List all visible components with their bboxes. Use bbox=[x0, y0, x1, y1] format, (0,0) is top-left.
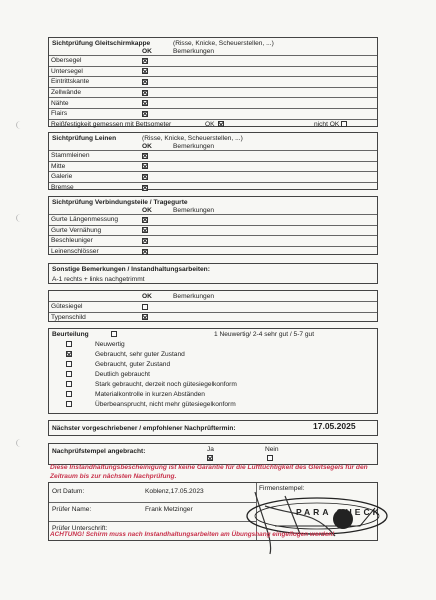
ok-checkbox[interactable] bbox=[142, 217, 148, 223]
rating-box[interactable] bbox=[111, 331, 117, 337]
remarks-header: Bemerkungen bbox=[173, 143, 215, 150]
ok-header: OK bbox=[142, 207, 152, 214]
row-label: Flairs bbox=[51, 110, 68, 118]
assessment-option bbox=[49, 390, 377, 400]
no-label: Nein bbox=[265, 446, 279, 453]
list-item bbox=[49, 97, 377, 108]
assessment-checkbox[interactable] bbox=[66, 391, 72, 397]
tear-nok-label: nicht OK bbox=[314, 120, 340, 128]
row-label: Zellwände bbox=[51, 89, 82, 97]
assessment-label: Gebraucht, guter Zustand bbox=[95, 361, 171, 368]
assessment-option bbox=[49, 340, 377, 350]
section-title: Sichtprüfung Gleitschirmkappe bbox=[52, 40, 151, 47]
punch-hole bbox=[16, 121, 25, 129]
ok-checkbox[interactable] bbox=[142, 163, 148, 169]
ok-checkbox[interactable] bbox=[142, 238, 148, 244]
ok-checkbox[interactable] bbox=[142, 79, 148, 85]
ok-checkbox[interactable] bbox=[142, 314, 148, 320]
section-note: (Risse, Knicke, Scheuerstellen, ...) bbox=[142, 135, 243, 142]
row-label: Gütesiegel bbox=[51, 303, 83, 311]
ok-header: OK bbox=[142, 143, 152, 150]
section-siegel bbox=[48, 290, 378, 322]
list-item bbox=[49, 150, 377, 161]
row-label: Mitte bbox=[51, 162, 66, 170]
section-sonstige bbox=[48, 263, 378, 284]
assessment-option bbox=[49, 370, 377, 380]
stamp-applied-label: Nachprüfstempel angebracht: bbox=[52, 448, 146, 455]
ok-checkbox[interactable] bbox=[142, 153, 148, 159]
list-item bbox=[49, 171, 377, 182]
assessment-checkbox[interactable] bbox=[66, 401, 72, 407]
company-stamp bbox=[225, 486, 410, 556]
row-label: Galerie bbox=[51, 173, 73, 181]
section-beurteilung bbox=[48, 328, 378, 414]
ok-checkbox[interactable] bbox=[142, 90, 148, 96]
row-label: Beschleuniger bbox=[51, 237, 93, 245]
row-label: Leinenschlösser bbox=[51, 248, 99, 256]
section-title: Sichtprüfung Verbindungsteile / Tragegurte bbox=[52, 199, 188, 206]
list-item bbox=[49, 76, 377, 87]
ok-checkbox[interactable] bbox=[142, 227, 148, 233]
signature-label: Prüfer Unterschrift: bbox=[52, 525, 108, 532]
row-label: Bremse bbox=[51, 184, 74, 192]
section-title: Sichtprüfung Leinen bbox=[52, 135, 117, 142]
ok-checkbox[interactable] bbox=[142, 100, 148, 106]
ok-checkbox[interactable] bbox=[142, 174, 148, 180]
list-item bbox=[49, 108, 377, 119]
remarks-text: A-1 rechts + links nachgetrimmt bbox=[52, 276, 145, 283]
list-item bbox=[49, 235, 377, 246]
list-item bbox=[49, 87, 377, 98]
tear-label: Reißfestigkeit gemessen mit Bettsometer bbox=[51, 120, 172, 128]
row-label: Untersegel bbox=[51, 67, 83, 75]
ok-header: OK bbox=[142, 293, 152, 300]
next-date-label: Nächster vorgeschriebener / empfohlener Nachprüftermin: bbox=[52, 425, 236, 432]
pruefer-value: Frank Metzinger bbox=[145, 506, 193, 513]
pruefer-label: Prüfer Name: bbox=[52, 506, 92, 513]
list-item bbox=[49, 161, 377, 172]
list-item bbox=[49, 182, 377, 193]
assessment-checkbox[interactable] bbox=[66, 341, 72, 347]
assessment-label: Materialkontrolle in kurzen Abständen bbox=[95, 391, 205, 398]
row-label: Gurte Vernähung bbox=[51, 226, 102, 234]
ok-checkbox[interactable] bbox=[142, 111, 148, 117]
row-label: Eintrittskante bbox=[51, 78, 90, 86]
tear-ok-checkbox[interactable] bbox=[218, 121, 224, 127]
assessment-label: Stark gebraucht, derzeit noch gütesiegelkonform bbox=[95, 381, 237, 388]
assessment-option bbox=[49, 400, 377, 410]
row-label: Typenschild bbox=[51, 313, 86, 321]
ok-checkbox[interactable] bbox=[142, 68, 148, 74]
section-title: Beurteilung bbox=[52, 331, 89, 338]
warning-text: ACHTUNG! Schirm muss nach Instandhaltungsarbeiten am Übungshang eingeflogen werden! bbox=[50, 531, 335, 538]
assessment-checkbox[interactable] bbox=[66, 361, 72, 367]
ok-checkbox[interactable] bbox=[142, 304, 148, 310]
assessment-checkbox[interactable] bbox=[66, 351, 72, 357]
section-stamp bbox=[48, 443, 378, 465]
ok-checkbox[interactable] bbox=[142, 58, 148, 64]
tear-nok-checkbox[interactable] bbox=[341, 121, 347, 127]
row-label: Nähte bbox=[51, 99, 69, 107]
assessment-label: Überbeansprucht, nicht mehr gütesiegelkonform bbox=[95, 401, 236, 408]
rating-scale-text: 1 Neuwertig/ 2-4 sehr gut / 5-7 gut bbox=[214, 331, 315, 338]
assessment-label: Gebraucht, sehr guter Zustand bbox=[95, 351, 185, 358]
section-title: Sonstige Bemerkungen / Instandhaltungsarbeiten: bbox=[52, 266, 210, 273]
punch-hole bbox=[16, 439, 25, 447]
stamp-yes-checkbox[interactable] bbox=[207, 455, 213, 461]
section-leinen bbox=[48, 132, 378, 190]
next-date-value: 17.05.2025 bbox=[313, 421, 356, 431]
list-item bbox=[49, 301, 377, 312]
list-item bbox=[49, 312, 377, 323]
row-label: Stammleinen bbox=[51, 152, 90, 160]
ort-value: Koblenz,17.05.2023 bbox=[145, 488, 204, 495]
remarks-header: Bemerkungen bbox=[173, 48, 215, 55]
ok-header: OK bbox=[142, 48, 152, 55]
ok-checkbox[interactable] bbox=[142, 249, 148, 255]
company-stamp-label: Firmenstempel: bbox=[259, 485, 305, 492]
remarks-header: Bemerkungen bbox=[173, 207, 215, 214]
assessment-option bbox=[49, 360, 377, 370]
assessment-label: Deutlich gebraucht bbox=[95, 371, 150, 378]
assessment-option bbox=[49, 350, 377, 360]
section-gleitschirmkappe bbox=[48, 37, 378, 127]
assessment-option bbox=[49, 380, 377, 390]
yes-label: Ja bbox=[207, 446, 214, 453]
section-note: (Risse, Knicke, Scheuerstellen, ...) bbox=[173, 40, 274, 47]
section-next-date bbox=[48, 420, 378, 436]
stamp-no-checkbox[interactable] bbox=[267, 455, 273, 461]
row-label: Obersegel bbox=[51, 57, 82, 65]
tear-strength-row bbox=[49, 119, 377, 130]
tear-ok-label: OK bbox=[205, 120, 215, 128]
row-label: Gurte Längenmessung bbox=[51, 216, 119, 224]
list-item bbox=[49, 214, 377, 225]
list-item bbox=[49, 225, 377, 236]
section-verbindungsteile bbox=[48, 196, 378, 255]
stamp-text: PARA CHECK bbox=[296, 507, 382, 517]
list-item bbox=[49, 55, 377, 66]
disclaimer-text: Diese Instandhaltungsbescheinigung ist keine Garantie für die Lufttüchtigkeit des Gleitsegels für den Zeitraum bis zur nächsten Nachprüfung. bbox=[50, 464, 368, 480]
assessment-checkbox[interactable] bbox=[66, 381, 72, 387]
list-item bbox=[49, 66, 377, 77]
assessment-checkbox[interactable] bbox=[66, 371, 72, 377]
punch-hole bbox=[16, 214, 25, 222]
remarks-header: Bemerkungen bbox=[173, 293, 215, 300]
ort-label: Ort Datum: bbox=[52, 488, 85, 495]
list-item bbox=[49, 246, 377, 257]
ok-checkbox[interactable] bbox=[142, 185, 148, 191]
assessment-label: Neuwertig bbox=[95, 341, 125, 348]
